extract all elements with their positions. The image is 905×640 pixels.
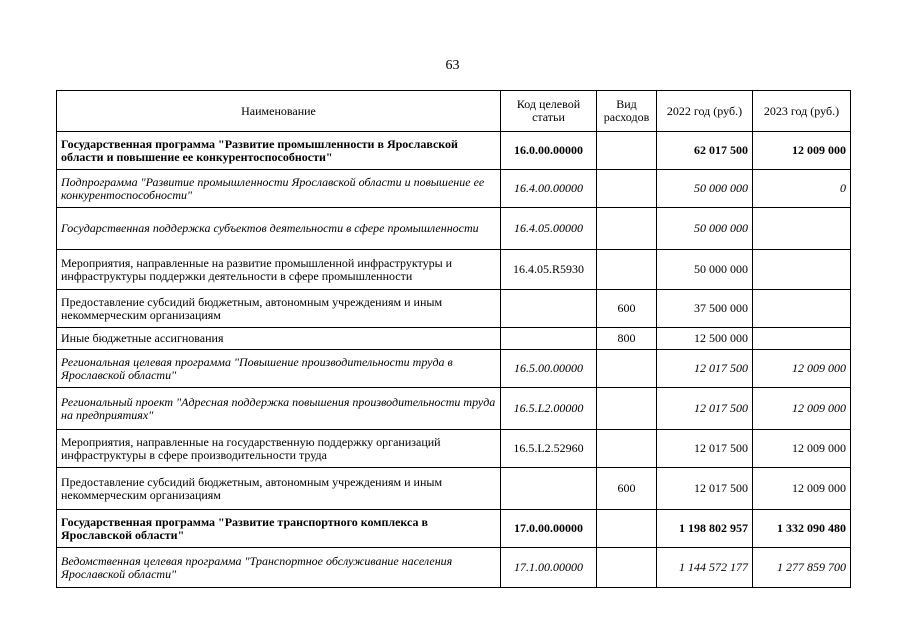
table-row: [57, 510, 851, 548]
row-name: Мероприятия, направленные на развитие промышленной инфраструктуры и инфраструктуры поддержки деятельности в сфере промышленности: [57, 250, 501, 290]
table-row: [57, 468, 851, 510]
row-2023: 12 009 000: [753, 388, 851, 430]
row-2023: [753, 250, 851, 290]
row-2022: 12 017 500: [657, 350, 753, 388]
table-row: [57, 328, 851, 350]
row-name: Мероприятия, направленные на государственную поддержку организаций инфраструктуры в сфере производительности труда: [57, 430, 501, 468]
header-code: Код целевой статьи: [501, 91, 597, 132]
row-kind: [597, 170, 657, 208]
row-2023: [753, 328, 851, 350]
row-code: 16.5.L2.52960: [501, 430, 597, 468]
header-row: [57, 91, 851, 132]
row-2022: 12 017 500: [657, 388, 753, 430]
row-2023: 0: [753, 170, 851, 208]
row-kind: [597, 430, 657, 468]
header-name: Наименование: [57, 91, 501, 132]
row-2022: 12 017 500: [657, 430, 753, 468]
row-code: 16.0.00.00000: [501, 132, 597, 170]
row-kind: [597, 388, 657, 430]
row-kind: 800: [597, 328, 657, 350]
row-kind: [597, 208, 657, 250]
row-2022: 37 500 000: [657, 290, 753, 328]
row-2022: 12 500 000: [657, 328, 753, 350]
row-kind: [597, 350, 657, 388]
row-2022: 50 000 000: [657, 250, 753, 290]
row-name: Государственная программа "Развитие промышленности в Ярославской области и повышение ее конкурентоспособности": [57, 132, 501, 170]
row-code: 16.4.00.00000: [501, 170, 597, 208]
row-2022: 1 198 802 957: [657, 510, 753, 548]
row-name: Государственная программа "Развитие транспортного комплекса в Ярославской области": [57, 510, 501, 548]
row-code: 17.1.00.00000: [501, 548, 597, 588]
row-kind: [597, 510, 657, 548]
row-2023: 1 277 859 700: [753, 548, 851, 588]
row-code: 16.5.00.00000: [501, 350, 597, 388]
row-2023: 12 009 000: [753, 468, 851, 510]
table-row: [57, 548, 851, 588]
row-code: 16.5.L2.00000: [501, 388, 597, 430]
row-2023: [753, 290, 851, 328]
header-2023: 2023 год (руб.): [753, 91, 851, 132]
row-code: 16.4.05.00000: [501, 208, 597, 250]
row-name: Иные бюджетные ассигнования: [57, 328, 501, 350]
row-name: Региональный проект "Адресная поддержка повышения производительности труда на предприятиях": [57, 388, 501, 430]
row-code: [501, 290, 597, 328]
table-row: [57, 350, 851, 388]
table-row: [57, 170, 851, 208]
row-2023: 12 009 000: [753, 350, 851, 388]
page-number: 63: [445, 58, 460, 73]
row-name: Государственная поддержка субъектов деятельности в сфере промышленности: [57, 208, 501, 250]
budget-table: [56, 90, 851, 588]
table-row: [57, 250, 851, 290]
row-2023: [753, 208, 851, 250]
row-name: Предоставление субсидий бюджетным, автономным учреждениям и иным некоммерческим организациям: [57, 468, 501, 510]
table-row: [57, 208, 851, 250]
row-kind: 600: [597, 290, 657, 328]
row-kind: [597, 132, 657, 170]
row-2023: 1 332 090 480: [753, 510, 851, 548]
row-2022: 12 017 500: [657, 468, 753, 510]
row-2022: 62 017 500: [657, 132, 753, 170]
header-2022: 2022 год (руб.): [657, 91, 753, 132]
row-code: [501, 328, 597, 350]
table-row: [57, 290, 851, 328]
table-row: [57, 430, 851, 468]
row-code: 17.0.00.00000: [501, 510, 597, 548]
row-2022: 1 144 572 177: [657, 548, 753, 588]
row-2022: 50 000 000: [657, 170, 753, 208]
row-kind: 600: [597, 468, 657, 510]
row-name: Ведомственная целевая программа "Транспортное обслуживание населения Ярославской области": [57, 548, 501, 588]
row-name: Подпрограмма "Развитие промышленности Ярославской области и повышение ее конкурентоспособности": [57, 170, 501, 208]
row-2023: 12 009 000: [753, 430, 851, 468]
row-2022: 50 000 000: [657, 208, 753, 250]
row-name: Предоставление субсидий бюджетным, автономным учреждениям и иным некоммерческим организациям: [57, 290, 501, 328]
row-name: Региональная целевая программа "Повышение производительности труда в Ярославской области": [57, 350, 501, 388]
table-row: [57, 388, 851, 430]
row-code: 16.4.05.R5930: [501, 250, 597, 290]
row-kind: [597, 250, 657, 290]
row-2023: 12 009 000: [753, 132, 851, 170]
row-kind: [597, 548, 657, 588]
table-row: [57, 132, 851, 170]
header-kind: Вид расходов: [597, 91, 657, 132]
row-code: [501, 468, 597, 510]
